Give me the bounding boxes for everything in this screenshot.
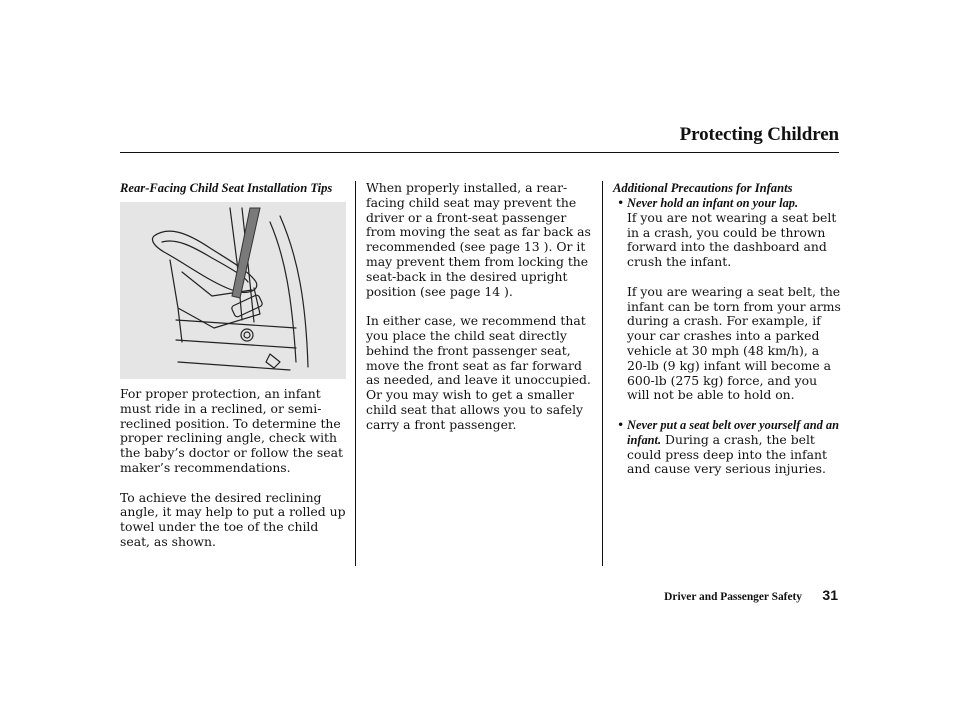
page-title: Protecting Children xyxy=(679,124,839,145)
precautions-heading: Additional Precautions for Infants xyxy=(613,181,793,195)
towel-tip-paragraph: To achieve the desired reclining angle, it may help to put a rolled up towel under the toe of the child seat, as shown. xyxy=(120,489,346,549)
bullet-dot: • xyxy=(617,416,625,432)
footer-section-label: Driver and Passenger Safety xyxy=(664,591,802,603)
column-middle xyxy=(366,181,594,447)
reclining-position-paragraph: For proper protection, an infant must ride in a reclined, or semi-reclined position. To determine the proper reclining angle, check with the baby’s doctor or follow the seat maker’s recommendations. xyxy=(120,386,343,475)
bullet-text: If you are not wearing a seat belt in a crash, you could be thrown forward into the dashboard and crush the infant. xyxy=(627,209,837,270)
bullet-lead: Never put a seat belt over yourself and an infant. xyxy=(627,417,839,447)
column-left xyxy=(120,181,350,565)
bullet-dot: • xyxy=(617,195,625,210)
recommendation-paragraph: In either case, we recommend that you place the child seat directly behind the front passenger seat, move the front seat as far forward as needed, and leave it unoccupied. Or you may wish to get a smaller child seat that allows you to safely carry a front passenger. xyxy=(366,313,591,432)
bullet-lead: Never hold an infant on your lap. xyxy=(627,196,799,210)
bullet-text: During a crash, the belt could press deep into the infant and cause very serious injuries. xyxy=(627,431,827,477)
bullet-never-belt-over-infant xyxy=(613,418,841,477)
child-seat-illustration xyxy=(120,202,346,379)
column-divider-2 xyxy=(602,181,603,566)
page-number: 31 xyxy=(822,587,838,603)
bullet-never-hold-infant xyxy=(613,196,841,270)
title-divider xyxy=(120,152,839,153)
installation-tips-heading: Rear-Facing Child Seat Installation Tips xyxy=(120,181,333,195)
infant-force-paragraph: If you are wearing a seat belt, the infant can be torn from your arms during a crash. For example, if your car crashes into a parked vehicle at 30 mph (48 km/h), a 20-lb (9 kg) infant will become a 600-lb (275 kg) force, and you will not be able to hold on. xyxy=(627,283,841,403)
rear-facing-child-seat-drawing xyxy=(120,202,346,379)
column-right xyxy=(613,181,841,492)
installation-warning-paragraph: When properly installed, a rear-facing child seat may prevent the driver or a front-seat passenger from moving the seat as far back as recommended (see page 13 ). Or it may prevent them from locking the seat-back in the desired upright position (see page 14 ). xyxy=(366,180,591,299)
column-divider-1 xyxy=(355,181,356,566)
